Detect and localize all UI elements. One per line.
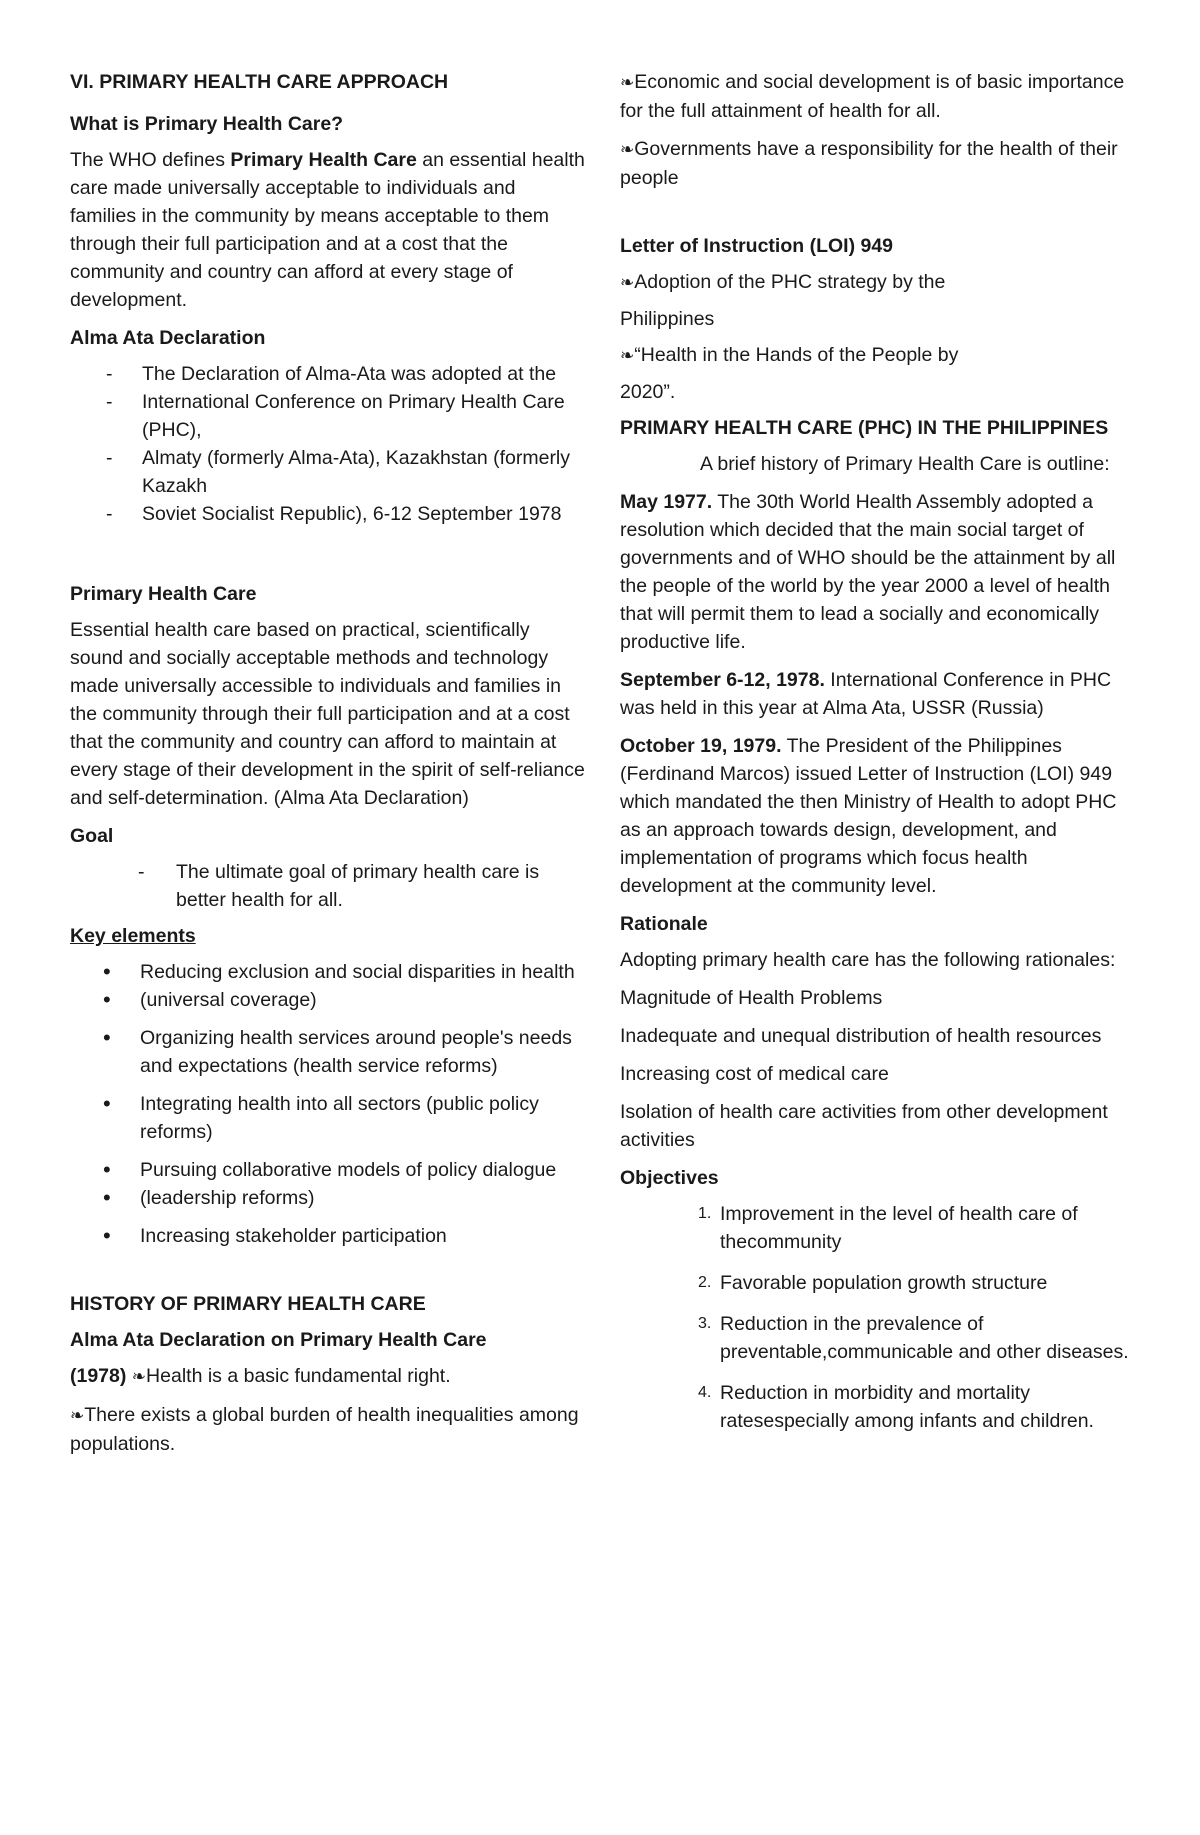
history-event: May 1977. The 30th World Health Assembly adopted a resolution which decided that the main social target of governments and of WHO should be the attainment by all the people of the world by the year 2000 a level of health that will permit them to lead a socially and economically productive life. [620,491,1116,653]
alma-ata-heading: Alma Ata Declaration [70,327,266,349]
phc-term: Primary Health Care [230,149,417,171]
rationale-item: Magnitude of Health Problems [620,987,883,1009]
list-item: - International Conference on Primary Health Care (PHC), [70,388,585,444]
rationale-intro: Adopting primary health care has the following rationales: [620,949,1116,971]
list-item: 4. Reduction in morbidity and mortality ratesespecially among infants and children. [698,1382,1094,1432]
objectives-heading: Objectives [620,1167,719,1189]
leaf-bullet-icon: ❧ [131,1367,147,1386]
loi-point-1a: ❧Adoption of the PHC strategy by the [620,271,946,293]
alma-ata-list [70,360,585,528]
list-item: - The Declaration of Alma-Ata was adopted at the [70,360,585,388]
list-item: - Soviet Socialist Republic), 6-12 September 1978 [70,500,585,528]
declaration-point-4: ❧Governments have a responsibility for the health of their people [620,138,1118,189]
list-item: • (leadership reforms) [70,1184,585,1212]
list-item: • (universal coverage) [70,986,585,1014]
right-column [620,68,1140,1448]
history-event: September 6-12, 1978. International Conference in PHC was held in this year at Alma Ata, USSR (Russia) [620,669,1112,719]
list-item: - Almaty (formerly Alma-Ata), Kazakhstan (formerly Kazakh [70,444,585,500]
left-column [70,68,585,1458]
history-intro: A brief history of Primary Health Care is outline: [700,453,1110,475]
loi-heading: Letter of Instruction (LOI) 949 [620,235,894,257]
section-title: VI. PRIMARY HEALTH CARE APPROACH [70,71,449,93]
list-item: • Integrating health into all sectors (public policy reforms) [70,1090,585,1146]
goal-heading: Goal [70,825,114,847]
alma-ata-declaration-heading: Alma Ata Declaration on Primary Health Care [70,1329,487,1351]
loi-point-2b: 2020”. [620,381,676,403]
leaf-bullet-icon: ❧ [70,1406,85,1425]
loi-point-2a: ❧“Health in the Hands of the People by [620,344,959,366]
phc-definition-paragraph: Essential health care based on practical, scientifically sound and socially acceptable methods and technology made universally accessible to individuals and families in the community through their full participation and at a cost that the community and country can afford to maintain at every stage of their development in the spirit of self-reliance and self-determination. (Alma Ata Declaration) [70,619,585,809]
rationale-heading: Rationale [620,913,708,935]
declaration-point-1: (1978) ❧Health is a basic fundamental right. [70,1365,451,1387]
list-item: • Reducing exclusion and social disparities in health [70,958,585,986]
goal-list [70,858,585,914]
list-item: 1. Improvement in the level of health care of thecommunity [698,1203,1078,1253]
loi-point-1b: Philippines [620,308,715,330]
rationale-item: Isolation of health care activities from other development activities [620,1101,1108,1151]
list-item: • Increasing stakeholder participation [70,1222,585,1250]
list-item: • Pursuing collaborative models of policy dialogue [70,1156,585,1184]
phc-heading: Primary Health Care [70,583,257,605]
leaf-bullet-icon: ❧ [620,73,635,92]
leaf-bullet-icon: ❧ [620,140,635,159]
key-elements-list [70,958,585,1250]
key-elements-heading: Key elements [70,925,196,947]
who-definition-paragraph: The WHO defines Primary Health Care an essential health care made universally acceptable to individuals and families in the community by means acceptable to them through their full participation and at a cost that the community and country can afford at every stage of development. [70,149,585,311]
history-event: October 19, 1979. The President of the Philippines (Ferdinand Marcos) issued Letter of Instruction (LOI) 949 which mandated the then Ministry of Health to adopt PHC as an approach towards design, development, and implementation of programs which focus health development at the community level. [620,735,1117,897]
declaration-point-2: ❧There exists a global burden of health inequalities among populations. [70,1404,579,1455]
objectives-list [620,1200,1140,1435]
declaration-point-3: ❧Economic and social development is of basic importance for the full attainment of health for all. [620,71,1125,122]
rationale-item: Inadequate and unequal distribution of health resources [620,1025,1102,1047]
list-item: 3. Reduction in the prevalence of preventable,communicable and other diseases. [698,1313,1129,1363]
leaf-bullet-icon: ❧ [620,346,635,365]
what-is-phc-heading: What is Primary Health Care? [70,113,344,135]
history-heading: HISTORY OF PRIMARY HEALTH CARE [70,1293,426,1315]
leaf-bullet-icon: ❧ [620,273,635,292]
list-item: • Organizing health services around people's needs and expectations (health service reforms) [70,1024,585,1080]
list-item: 2. Favorable population growth structure [698,1272,1048,1294]
phc-philippines-heading: PRIMARY HEALTH CARE (PHC) IN THE PHILIPPINES [620,417,1109,439]
rationale-item: Increasing cost of medical care [620,1063,889,1085]
list-item: - The ultimate goal of primary health care is better health for all. [70,858,585,914]
